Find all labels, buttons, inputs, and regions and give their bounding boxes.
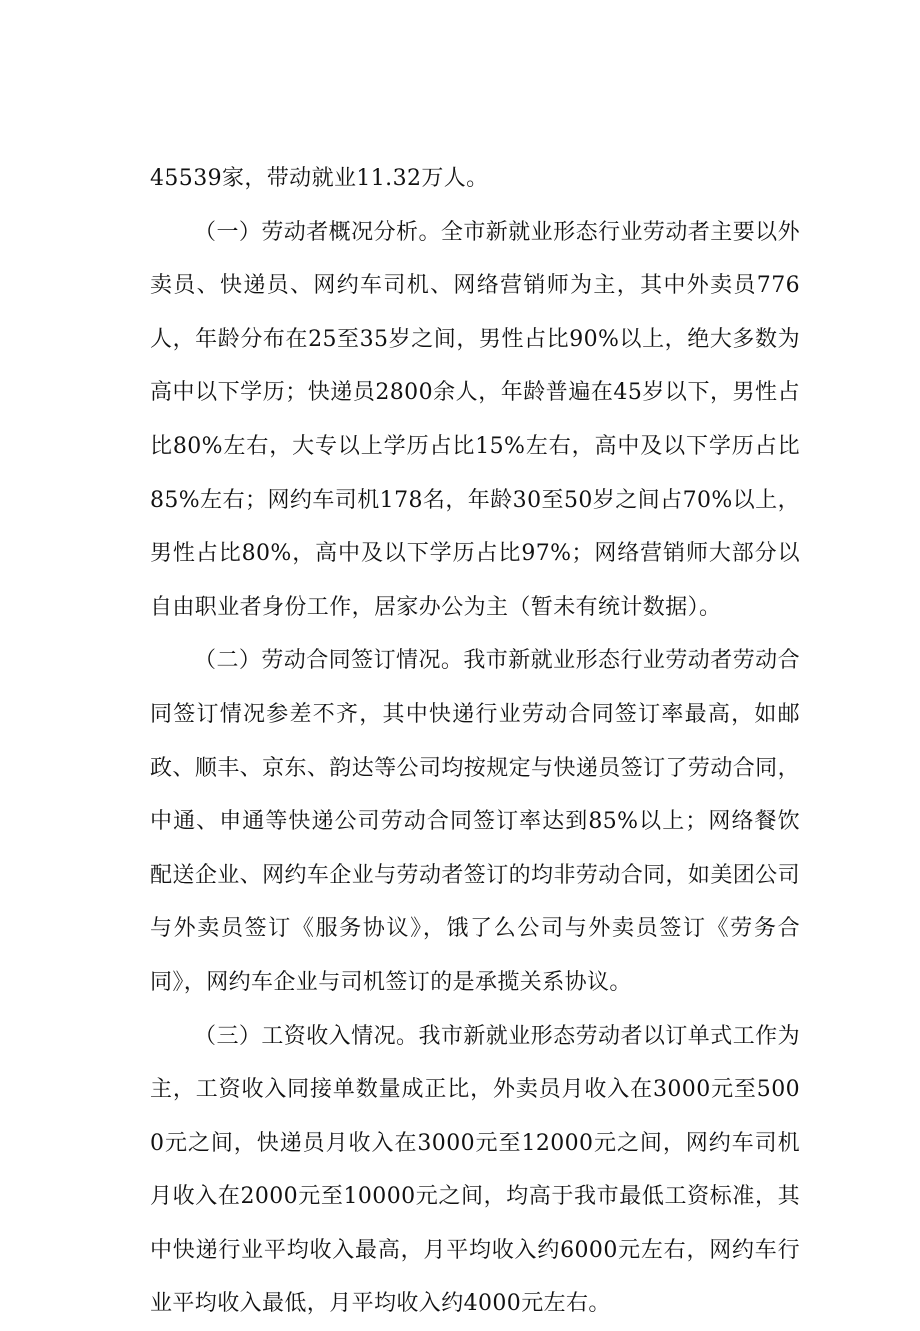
paragraph-labor-contracts: （二）劳动合同签订情况。我市新就业形态行业劳动者劳动合同签订情况参差不齐，其中快递行业劳动合同签订率最高，如邮政、顺丰、京东、韵达等公司均按规定与快递员签订了劳动合同，中通、申通等快递公司劳动合同签订率达到85%以上；网络餐饮配送企业、网约车企业与劳动者签订的均非劳动合同，如美团公司与外卖员签订《服务协议》，饿了么公司与外卖员签订《劳务合同》，网约车企业与司机签订的是承揽关系协议。: [150, 634, 800, 1009]
paragraph-worker-overview: （一）劳动者概况分析。全市新就业形态行业劳动者主要以外卖员、快递员、网约车司机、网络营销师为主，其中外卖员776人，年龄分布在25至35岁之间，男性占比90%以上，绝大多数为高中以下学历；快递员2800余人，年龄普遍在45岁以下，男性占比80%左右，大专以上学历占比15%左右，高中及以下学历占比85%左右；网约车司机178名，年龄30至50岁之间占70%以上，男性占比80%，高中及以下学历占比97%；网络营销师大部分以自由职业者身份工作，居家办公为主（暂未有统计数据）。: [150, 206, 800, 635]
paragraph-wage-income: （三）工资收入情况。我市新就业形态劳动者以订单式工作为主，工资收入同接单数量成正比，外卖员月收入在3000元至5000元之间，快递员月收入在3000元至12000元之间，网约车司机月收入在2000元至10000元之间，均高于我市最低工资标准，其中快递行业平均收入最高，月平均收入约6000元左右，网约车行业平均收入最低，月平均收入约4000元左右。: [150, 1010, 800, 1331]
paragraph-intro-tail: 45539家，带动就业11.32万人。: [150, 152, 800, 206]
document-body: [150, 152, 800, 1331]
